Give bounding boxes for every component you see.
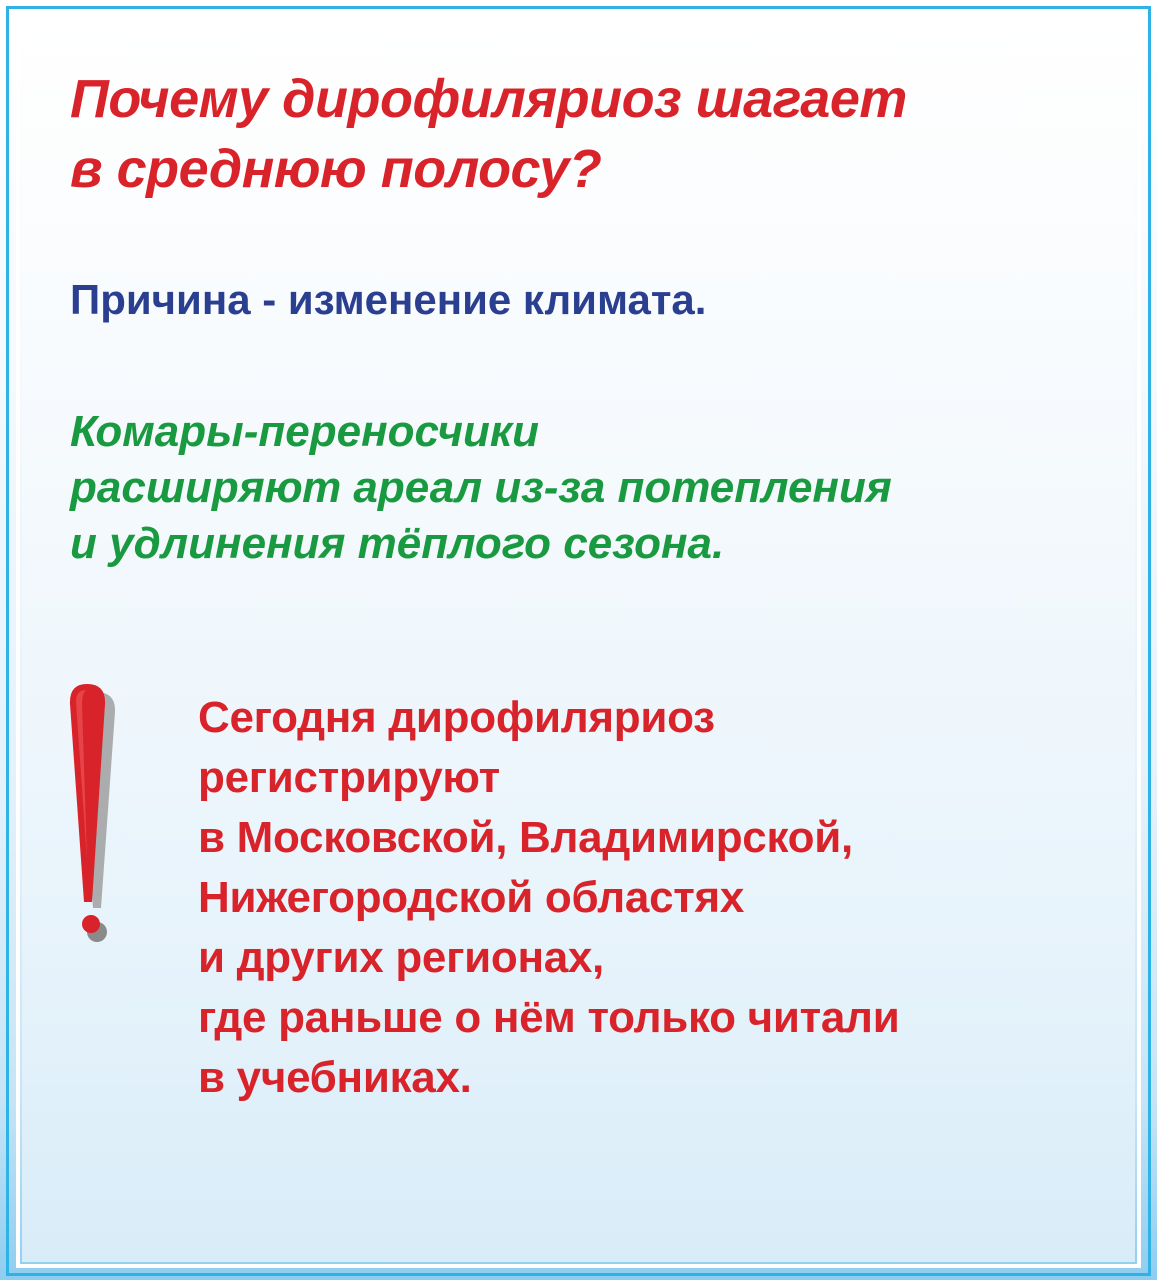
today-line: и других регионах, — [198, 933, 604, 982]
mosquito-line: и удлинения тёплого сезона. — [70, 519, 725, 568]
title-line: в среднюю полосу? — [70, 139, 602, 199]
today-line: Сегодня дирофиляриоз — [198, 693, 715, 742]
today-line: регистрируют — [198, 753, 500, 802]
mosquito-line: Комары-переносчики — [70, 407, 540, 456]
mosquito-paragraph — [70, 404, 892, 572]
today-line: в Московской, Владимирской, — [198, 813, 853, 862]
today-line: в учебниках. — [198, 1053, 472, 1102]
today-line: Нижегородской областях — [198, 873, 745, 922]
page-title — [70, 64, 1070, 204]
exclamation-mark-icon — [62, 680, 132, 950]
today-line: где раньше о нём только читали — [198, 993, 900, 1042]
mosquito-line: расширяют ареал из-за потепления — [70, 463, 892, 512]
cause-statement: Причина - изменение климата. — [70, 276, 707, 323]
today-paragraph — [198, 688, 899, 1108]
title-line: Почему дирофиляриоз шагает — [70, 69, 907, 129]
